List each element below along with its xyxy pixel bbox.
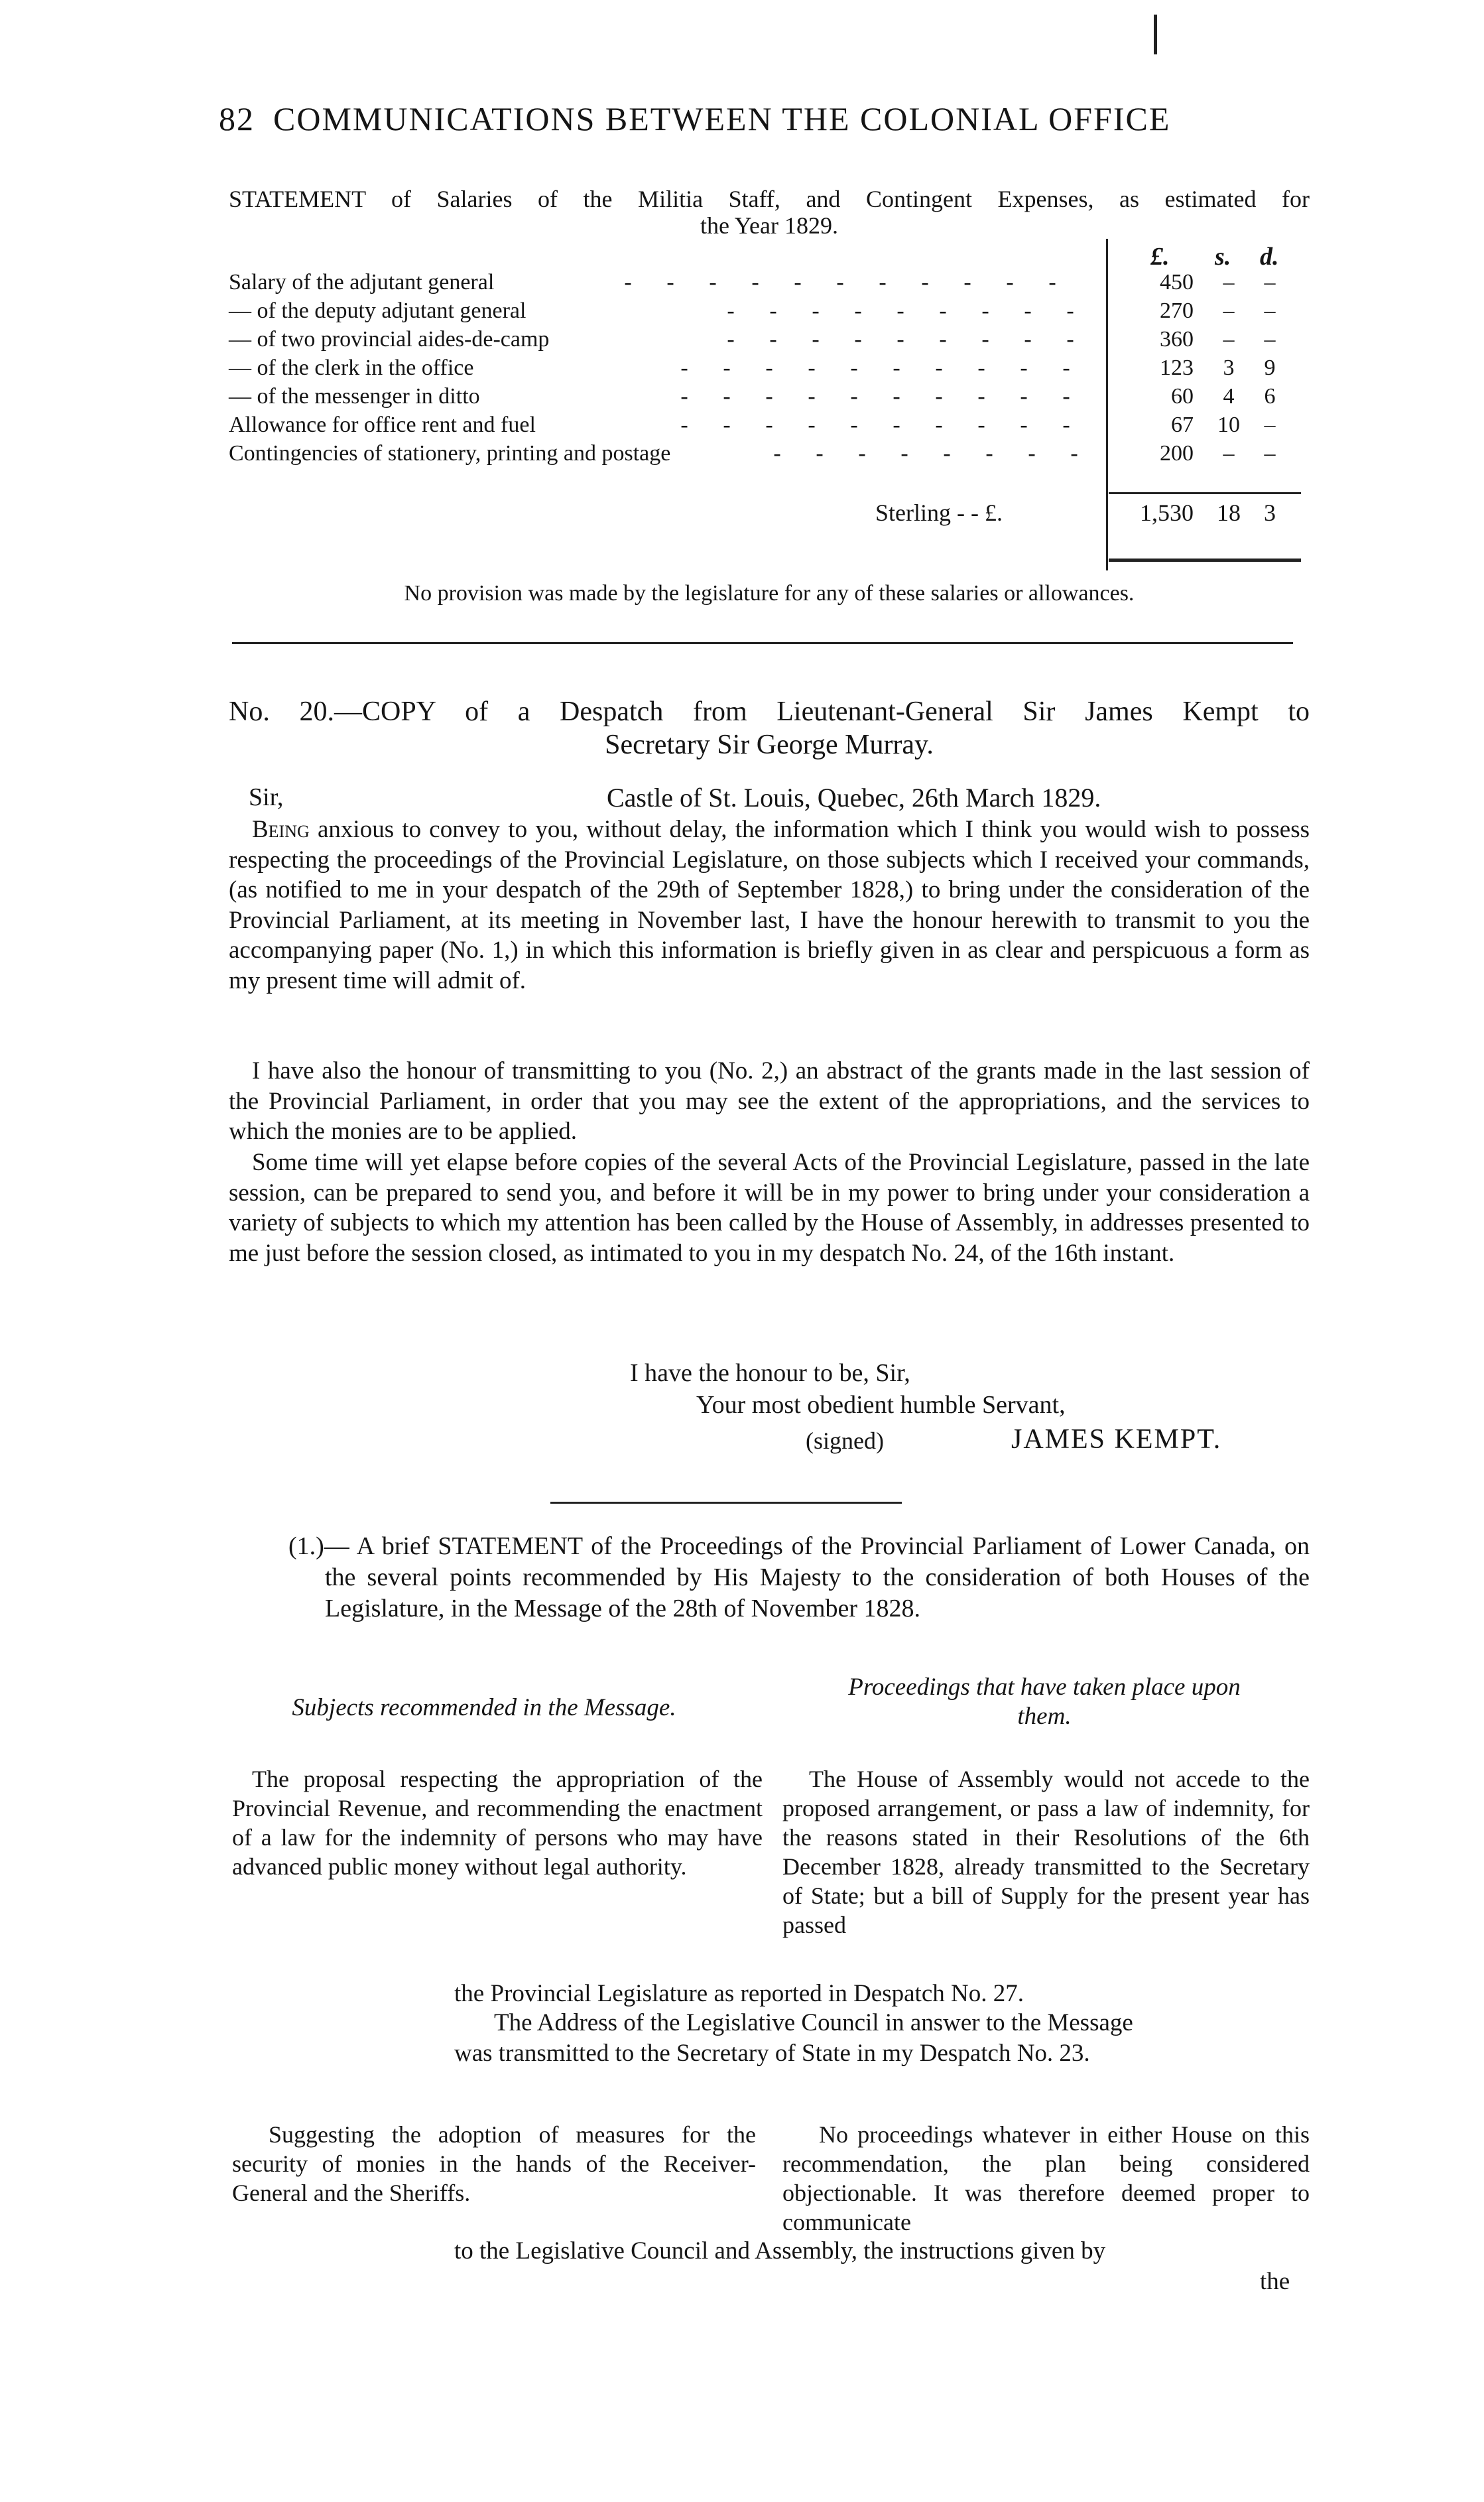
row-pence: 6 (1264, 384, 1276, 409)
leader-dashes: - - - - - - - - (773, 441, 1078, 466)
row-pounds: 360 (1160, 327, 1194, 352)
right-column-heading-line2: them. (1017, 1703, 1072, 1730)
leader-dashes: - - - - - - - - - (727, 298, 1074, 323)
leader-dashes: - - - - - - - - - (727, 327, 1074, 352)
leader-dashes: - - - - - - - - - - (680, 356, 1070, 380)
despatch-heading-line1: No. 20.—COPY of a Despatch from Lieutenant-General Sir James Kempt to (229, 696, 1310, 727)
left-item-2: Suggesting the adoption of measures for the security of monies in the hands of the Receiver-General and the Sheriffs. (232, 2121, 756, 2206)
row-shillings: – (1223, 441, 1235, 466)
row-label: — of the deputy adjutant general (229, 298, 526, 323)
right-item-1-para2-line2: was transmitted to the Secretary of State in my Despatch No. 23. (454, 2040, 1090, 2067)
statement-row (229, 441, 1310, 470)
col-head-pounds: £. (1150, 243, 1170, 271)
left-column-heading: Subjects recommended in the Message. (292, 1694, 676, 1721)
row-shillings: 4 (1223, 384, 1235, 409)
signed-label: (signed) (806, 1427, 884, 1454)
row-pence: – (1264, 441, 1276, 466)
row-shillings: 10 (1217, 413, 1240, 437)
despatch-paragraph-1 (229, 815, 1310, 996)
total-label: Sterling - - £. (875, 499, 1003, 526)
col-head-pence: d. (1260, 243, 1279, 271)
row-label: Allowance for office rent and fuel (229, 413, 536, 437)
total-shillings: 18 (1217, 499, 1241, 526)
total-rule (1109, 492, 1301, 494)
statement-row (229, 327, 1310, 356)
running-title: COMMUNICATIONS BETWEEN THE COLONIAL OFFICE (273, 100, 1171, 137)
short-divider (550, 1502, 902, 1504)
row-label: — of the messenger in ditto (229, 384, 480, 409)
row-pounds: 60 (1171, 384, 1194, 409)
catchword: the (1260, 2268, 1290, 2295)
right-column-heading-line1: Proceedings that have taken place upon (848, 1674, 1241, 1701)
row-pounds: 270 (1160, 298, 1194, 323)
total-pence: 3 (1264, 499, 1276, 526)
closing-line-2: Your most obedient humble Servant, (696, 1391, 1066, 1419)
statement-row (229, 270, 1310, 299)
place-date: Castle of St. Louis, Quebec, 26th March 1829. (607, 783, 1101, 813)
statement-title-line2: the Year 1829. (700, 212, 838, 239)
row-label: — of two provincial aides-de-camp (229, 327, 550, 352)
right-item-1-cont: the Provincial Legislature as reported in Despatch No. 27. (454, 1980, 1024, 2007)
despatch-p1-text: anxious to convey to you, without delay, the information which I think you would wish to possess respecting the proceedings of the Provincial Legislature, on those subjects which I received your commands, (as notified to me in your despatch of the 29th of September 1828,) to bring under the consideration of the Provincial Parliament, at its meeting in November last, I have the honour herewith to transmit to you the accompanying paper (No. 1,) in which this information is briefly given in as clear and perspicuous a form as my present time will admit of. (229, 816, 1310, 994)
row-pence: 9 (1264, 356, 1276, 380)
left-item-1: The proposal respecting the appropriation of the Provincial Revenue, and recommending the enactment of a law for the indemnity of persons who may have advanced public money without legal authority. (232, 1766, 763, 1880)
right-item-1-para2-line1: The Address of the Legislative Council in answer to the Message (494, 2009, 1133, 2036)
row-pence: – (1264, 413, 1276, 437)
row-pence: – (1264, 298, 1276, 323)
row-shillings: – (1223, 298, 1235, 323)
despatch-heading-line2: Secretary Sir George Murray. (605, 730, 934, 760)
page-number: 82 (219, 100, 255, 137)
row-label: Salary of the adjutant general (229, 270, 495, 295)
total-double-rule (1109, 559, 1301, 562)
statement-title (229, 186, 1310, 239)
section-divider (232, 642, 1293, 644)
row-shillings: – (1223, 270, 1235, 295)
despatch-p1-first-word: Being (252, 816, 310, 843)
total-pounds: 1,530 (1140, 499, 1194, 526)
col-head-shillings: s. (1215, 243, 1231, 271)
row-pounds: 123 (1160, 356, 1194, 380)
statement-note: No provision was made by the legislature for any of these salaries or allowances. (404, 581, 1135, 606)
salutation: Sir, (249, 783, 284, 811)
statement-row (229, 356, 1310, 385)
right-item-1: The House of Assembly would not accede to the proposed arrangement, or pass a law of indemnity, for the reasons stated in their Resolutions of the 6th December 1828, already transmitted to the Secretary of State; but a bill of Supply for the present year has passed (782, 1766, 1310, 1938)
page-header (219, 99, 1306, 138)
despatch-heading (229, 695, 1310, 761)
leader-dashes: - - - - - - - - - - - (624, 270, 1056, 295)
closing-line-1: I have the honour to be, Sir, (630, 1359, 910, 1387)
signature: JAMES KEMPT. (1011, 1424, 1222, 1455)
statement-title-line1: STATEMENT of Salaries of the Militia Staff, and Contingent Expenses, as estimated for (229, 186, 1310, 212)
row-pounds: 67 (1171, 413, 1194, 437)
brief-statement-heading: (1.)— A brief STATEMENT of the Proceedings of the Provincial Parliament of Lower Canada, on the several points recommended by His Majesty to the consideration of both Houses of the Legislature, in the Message of the 28th of November 1828. (288, 1532, 1310, 1622)
leader-dashes: - - - - - - - - - - (680, 384, 1070, 409)
statement-row (229, 384, 1310, 413)
row-label: Contingencies of stationery, printing and postage (229, 441, 671, 466)
row-label: — of the clerk in the office (229, 356, 474, 380)
right-column-heading (782, 1673, 1306, 1731)
right-item-2: No proceedings whatever in either House on this recommendation, the plan being considered objectionable. It was therefore deemed proper to communicate (782, 2121, 1310, 2235)
row-pounds: 450 (1160, 270, 1194, 295)
row-shillings: – (1223, 327, 1235, 352)
row-pounds: 200 (1160, 441, 1194, 466)
row-pence: – (1264, 270, 1276, 295)
statement-row (229, 413, 1310, 442)
right-item-2-cont: to the Legislative Council and Assembly, the instructions given by (454, 2237, 1106, 2265)
margin-mark (1154, 15, 1157, 54)
row-pence: – (1264, 327, 1276, 352)
row-shillings: 3 (1223, 356, 1235, 380)
despatch-paragraph-3: Some time will yet elapse before copies of the several Acts of the Provincial Legislature, passed in the late session, can be prepared to send you, and before it will be in my power to bring under your consideration a variety of subjects to which my attention has been called by the House of Assembly, in addresses presented to me just before the session closed, as intimated to you in my despatch No. 24, of the 16th instant. (229, 1149, 1310, 1267)
statement-row (229, 298, 1310, 328)
leader-dashes: - - - - - - - - - - (680, 413, 1070, 437)
despatch-paragraph-2: I have also the honour of transmitting to you (No. 2,) an abstract of the grants made in the last session of the Provincial Parliament, in order that you may see the extent of the appropriations, and the services to which the monies are to be applied. (229, 1057, 1310, 1146)
